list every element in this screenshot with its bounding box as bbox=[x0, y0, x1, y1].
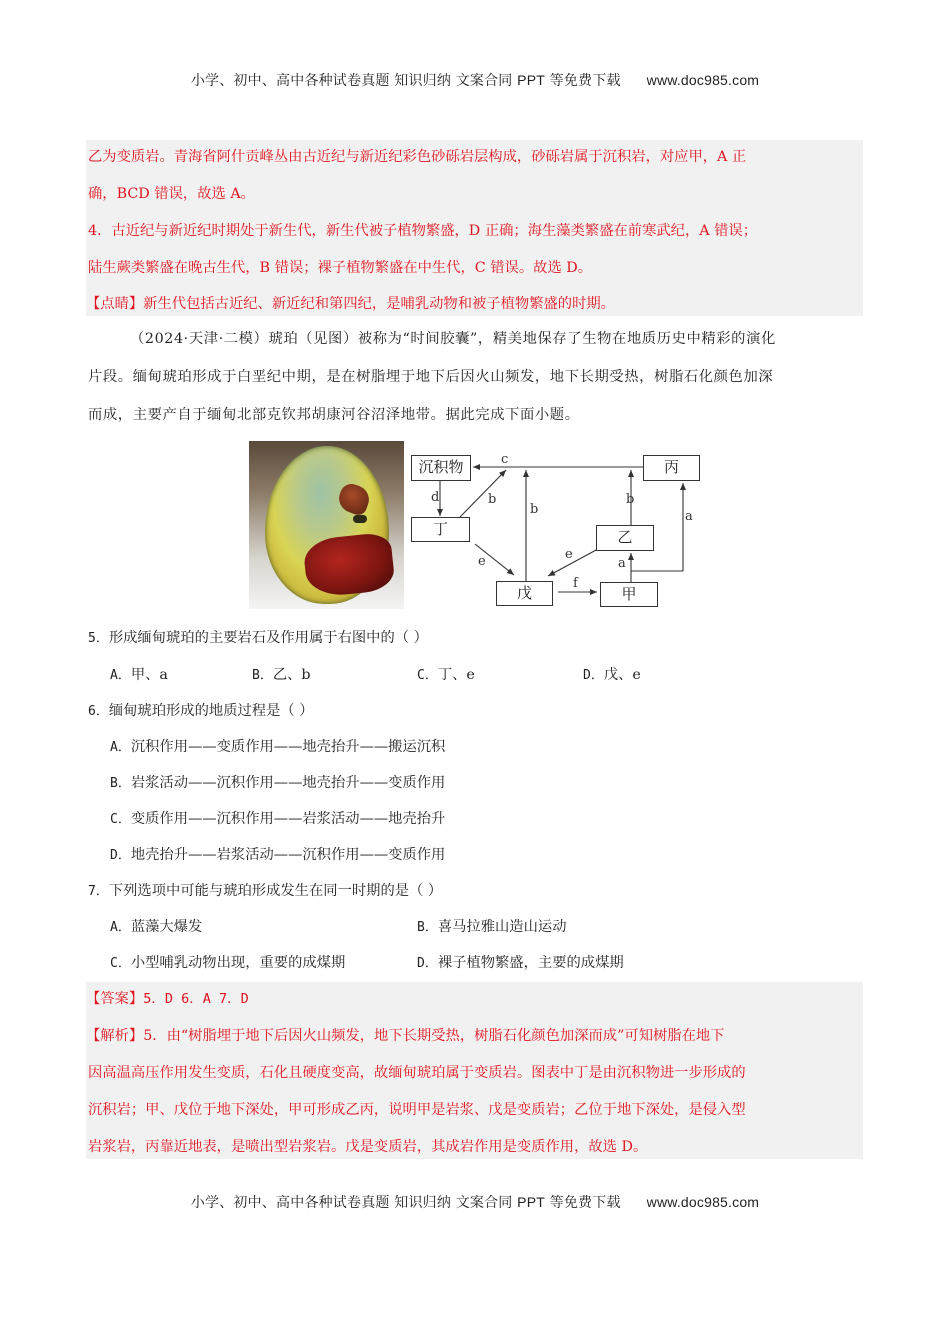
q6-option-d[interactable] bbox=[110, 845, 445, 866]
option-key: D． bbox=[110, 848, 131, 863]
intro-line-2: 片段。缅甸琥珀形成于白垩纪中期，是在树脂埋于地下后因火山频发，地下长期受热，树脂石化颜色加深 bbox=[88, 369, 774, 385]
answer-label: 【答案】 bbox=[86, 991, 144, 1007]
option-key: A． bbox=[110, 920, 131, 935]
option-key: C． bbox=[110, 812, 131, 827]
box-wu: 戊 bbox=[496, 581, 553, 606]
footer-url: www.doc985.com bbox=[646, 1194, 760, 1210]
tip-line: 【点睛】新生代包括古近纪、新近纪和第四纪，是哺乳动物和被子植物繁盛的时期。 bbox=[86, 296, 615, 312]
option-text: 蓝藻大爆发 bbox=[130, 919, 203, 935]
box-yi: 乙 bbox=[596, 525, 654, 551]
option-key: B． bbox=[252, 668, 273, 683]
q5-option-c[interactable] bbox=[417, 665, 475, 686]
label-b-yi: b bbox=[626, 492, 635, 507]
analysis-line-2: 因高温高压作用发生变质，石化且硬度变高，故缅甸琥珀属于变质岩。图表中丁是由沉积物进一步形成的 bbox=[88, 1065, 746, 1081]
box-sediment: 沉积物 bbox=[411, 455, 471, 481]
rock-cycle-diagram bbox=[405, 440, 723, 615]
q7-option-c[interactable] bbox=[110, 953, 345, 974]
analysis-line-1 bbox=[86, 1026, 724, 1046]
question-5 bbox=[88, 628, 428, 649]
box-jia: 甲 bbox=[600, 582, 658, 607]
q4-explanation-line-1: 4．古近纪与新近纪时期处于新生代，新生代被子植物繁盛，D 正确；海生藻类繁盛在前寒武纪，A 错误； bbox=[88, 223, 758, 239]
prev-explanation-line-1: 乙为变质岩。青海省阿什贡峰丛由古近纪与新近纪彩色砂砾岩层构成，砂砾岩属于沉积岩，对应甲，A 正 bbox=[88, 149, 747, 165]
page-footer bbox=[0, 1192, 950, 1212]
page-header bbox=[0, 70, 950, 90]
option-key: A． bbox=[110, 740, 131, 755]
q6-option-b[interactable] bbox=[110, 773, 445, 794]
label-b-wu: b bbox=[530, 502, 539, 517]
q4-explanation-line-2: 陆生蕨类繁盛在晚古生代，B 错误；裸子植物繁盛在中生代，C 错误。故选 D。 bbox=[88, 260, 593, 276]
analysis-line-3: 沉积岩；甲、戊位于地下深处，甲可形成乙丙，说明甲是岩浆、戊是变质岩；乙位于地下深处，是侵入型 bbox=[88, 1102, 746, 1118]
label-b-ding: b bbox=[488, 492, 497, 507]
option-text: 戊、e bbox=[603, 667, 641, 683]
option-key: A． bbox=[110, 668, 131, 683]
label-a-yi: a bbox=[618, 556, 626, 571]
header-url: www.doc985.com bbox=[646, 72, 760, 88]
question-5-number: 5． bbox=[88, 631, 109, 646]
q7-option-d[interactable] bbox=[417, 953, 624, 974]
question-6-stem: 缅甸琥珀形成的地质过程是（ ） bbox=[108, 703, 314, 719]
answer-text: 5．D 6．A 7．D bbox=[143, 991, 249, 1007]
footer-text: 小学、初中、高中各种试卷真题 知识归纳 文案合同 bbox=[190, 1195, 518, 1211]
intro-line-1: （2024·天津·二模）琥珀（见图）被称为“时间胶囊”，精美地保存了生物在地质历史中精彩的演化 bbox=[130, 331, 776, 347]
intro-line-3: 而成，主要产自于缅甸北部克钦邦胡康河谷沼泽地带。据此完成下面小题。 bbox=[88, 407, 580, 423]
option-text: 变质作用——沉积作用——岩浆活动——地壳抬升 bbox=[130, 811, 446, 827]
label-f: f bbox=[573, 576, 578, 591]
option-text: 小型哺乳动物出现，重要的成煤期 bbox=[130, 955, 346, 971]
amber-photo bbox=[249, 441, 404, 609]
question-7 bbox=[88, 881, 442, 902]
question-7-number: 7． bbox=[88, 884, 109, 899]
header-ppt: PPT bbox=[517, 72, 545, 88]
option-text: 乙、b bbox=[272, 667, 311, 683]
analysis-label: 【解析】 bbox=[86, 1028, 144, 1044]
option-key: B． bbox=[110, 776, 131, 791]
option-text: 喜马拉雅山造山运动 bbox=[437, 919, 567, 935]
option-text: 沉积作用——变质作用——地壳抬升——搬运沉积 bbox=[130, 739, 446, 755]
option-key: C． bbox=[110, 956, 131, 971]
option-key: B． bbox=[417, 920, 438, 935]
option-text: 裸子植物繁盛，主要的成煤期 bbox=[437, 955, 624, 971]
label-d: d bbox=[431, 490, 440, 505]
q6-option-c[interactable] bbox=[110, 809, 445, 830]
amber-insect bbox=[353, 515, 367, 523]
label-e-yi: e bbox=[565, 547, 573, 562]
box-bing: 丙 bbox=[643, 455, 700, 481]
question-7-stem: 下列选项中可能与琥珀形成发生在同一时期的是（ ） bbox=[108, 883, 443, 899]
question-5-stem: 形成缅甸琥珀的主要岩石及作用属于右图中的（ ） bbox=[108, 630, 428, 646]
answer-line bbox=[86, 989, 249, 1009]
option-text: 地壳抬升——岩浆活动——沉积作用——变质作用 bbox=[130, 847, 446, 863]
q5-option-a[interactable] bbox=[110, 665, 168, 686]
analysis-text-1: 5．由“树脂埋于地下后因火山频发，地下长期受热，树脂石化颜色加深而成”可知树脂在地下 bbox=[143, 1028, 725, 1044]
label-e-ding: e bbox=[478, 554, 486, 569]
q5-option-d[interactable] bbox=[583, 665, 641, 686]
option-text: 岩浆活动——沉积作用——地壳抬升——变质作用 bbox=[130, 775, 446, 791]
q5-option-b[interactable] bbox=[252, 665, 311, 686]
option-key: C． bbox=[417, 668, 438, 683]
option-text: 甲、a bbox=[130, 667, 168, 683]
label-a-bing: a bbox=[685, 509, 693, 524]
question-6 bbox=[88, 701, 314, 722]
q7-option-a[interactable] bbox=[110, 917, 202, 938]
header-text-2: 等免费下载 bbox=[545, 73, 621, 89]
prev-explanation-line-2: 确，BCD 错误，故选 A。 bbox=[88, 186, 255, 202]
header-text: 小学、初中、高中各种试卷真题 知识归纳 文案合同 bbox=[190, 73, 518, 89]
footer-text-2: 等免费下载 bbox=[545, 1195, 621, 1211]
q7-option-b[interactable] bbox=[417, 917, 567, 938]
footer-ppt: PPT bbox=[517, 1194, 545, 1210]
box-ding: 丁 bbox=[411, 517, 470, 542]
label-c: c bbox=[501, 452, 509, 467]
option-key: D． bbox=[583, 668, 604, 683]
analysis-line-4: 岩浆岩，丙靠近地表，是喷出型岩浆岩。戊是变质岩，其成岩作用是变质作用，故选 D。 bbox=[88, 1139, 648, 1155]
option-key: D． bbox=[417, 956, 438, 971]
q6-option-a[interactable] bbox=[110, 737, 445, 758]
option-text: 丁、e bbox=[437, 667, 475, 683]
question-6-number: 6． bbox=[88, 704, 109, 719]
